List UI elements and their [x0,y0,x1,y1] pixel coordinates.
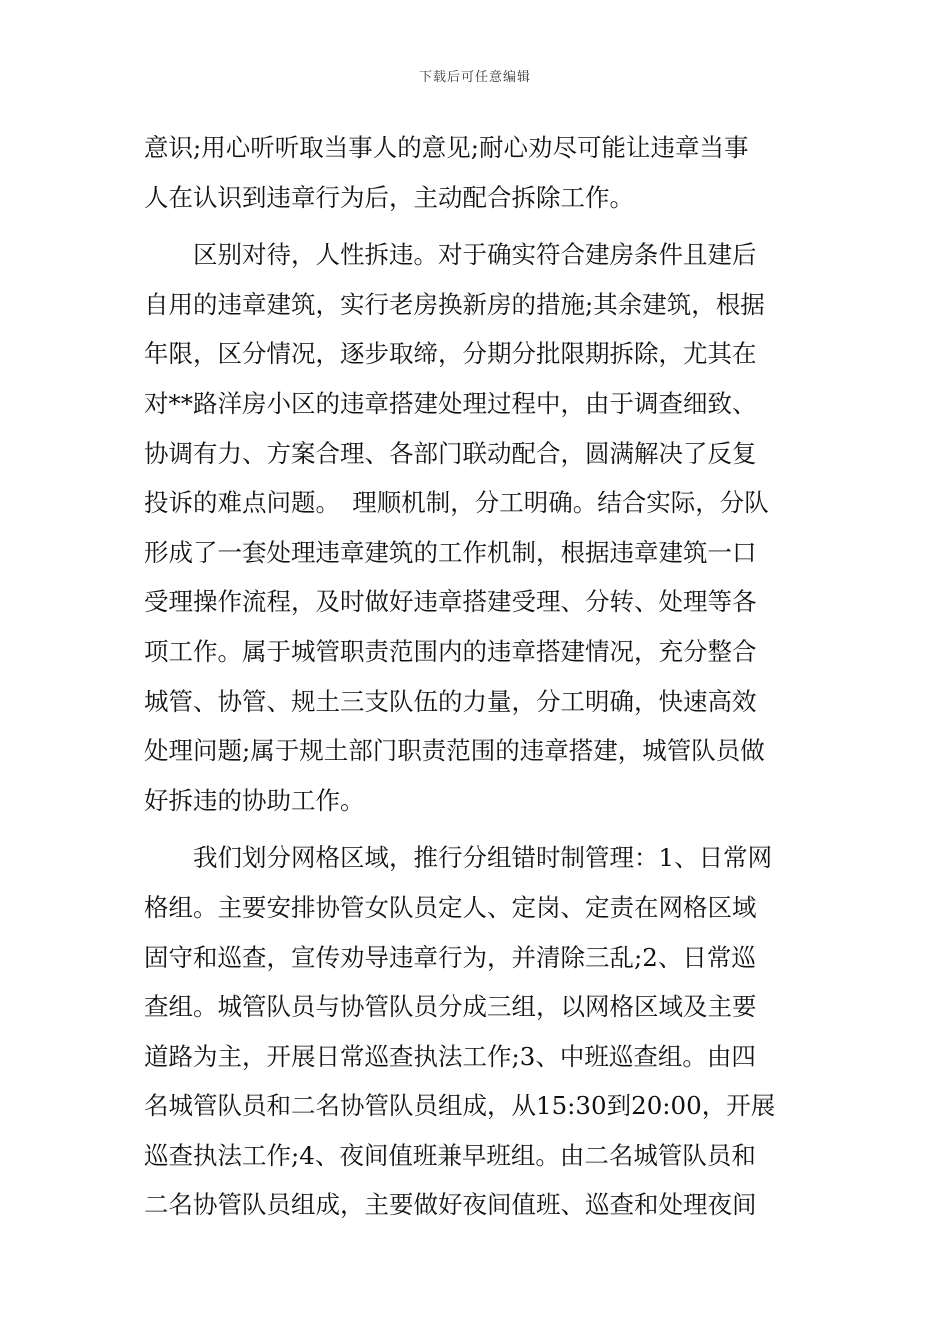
text-line: 区别对待，人性拆违。对于确实符合建房条件且建后 [144,240,757,270]
page-header: 下载后可任意编辑 [418,70,531,85]
text-line: 处理问题;属于规土部门职责范围的违章搭建，城管队员做 [144,736,765,766]
text-line: 名城管队员和二名协管队员组成，从15:30到20:00，开展 [144,1091,776,1121]
paragraph-2 [144,230,806,825]
text-line: 城管、协管、规土三支队伍的力量，分工明确，快速高效 [144,686,757,716]
text-line: 巡查执法工作;4、夜间值班兼早班组。由二名城管队员和 [144,1140,756,1170]
text-line: 对**路洋房小区的违章搭建处理过程中，由于调查细致、 [144,388,757,418]
text-line: 投诉的难点问题。 理顺机制，分工明确。结合实际，分队 [144,488,769,518]
text-line: 项工作。属于城管职责范围内的违章搭建情况，充分整合 [144,636,757,666]
paragraph-1 [144,123,806,222]
text-line: 固守和巡查，宣传劝导违章行为，并清除三乱;2、日常巡 [144,942,756,972]
text-line: 意识;用心听听取当事人的意见;耐心劝尽可能让违章当事 [144,133,749,162]
text-line: 受理操作流程，及时做好违章搭建受理、分转、处理等各 [144,587,757,617]
text-line: 我们划分网格区域，推行分组错时制管理：1、日常网 [144,843,773,873]
paragraph-3 [144,833,806,1230]
text-line: 格组。主要安排协管女队员定人、定岗、定责在网格区域 [144,892,757,922]
text-line: 查组。城管队员与协管队员分成三组，以网格区域及主要 [144,992,757,1022]
text-line: 人在认识到违章行为后，主动配合拆除工作。 [144,182,634,212]
text-line: 年限，区分情况，逐步取缔，分期分批限期拆除，尤其在 [144,339,757,369]
text-line: 道路为主，开展日常巡查执法工作;3、中班巡查组。由四 [144,1041,756,1071]
document-body [144,123,806,1230]
text-line: 好拆违的协助工作。 [144,785,365,815]
text-line: 形成了一套处理违章建筑的工作机制，根据违章建筑一口 [144,537,757,567]
text-line: 自用的违章建筑，实行老房换新房的措施;其余建筑，根据 [144,289,765,319]
text-line: 协调有力、方案合理、各部门联动配合，圆满解决了反复 [144,438,757,468]
text-line: 二名协管队员组成，主要做好夜间值班、巡查和处理夜间 [144,1190,757,1220]
